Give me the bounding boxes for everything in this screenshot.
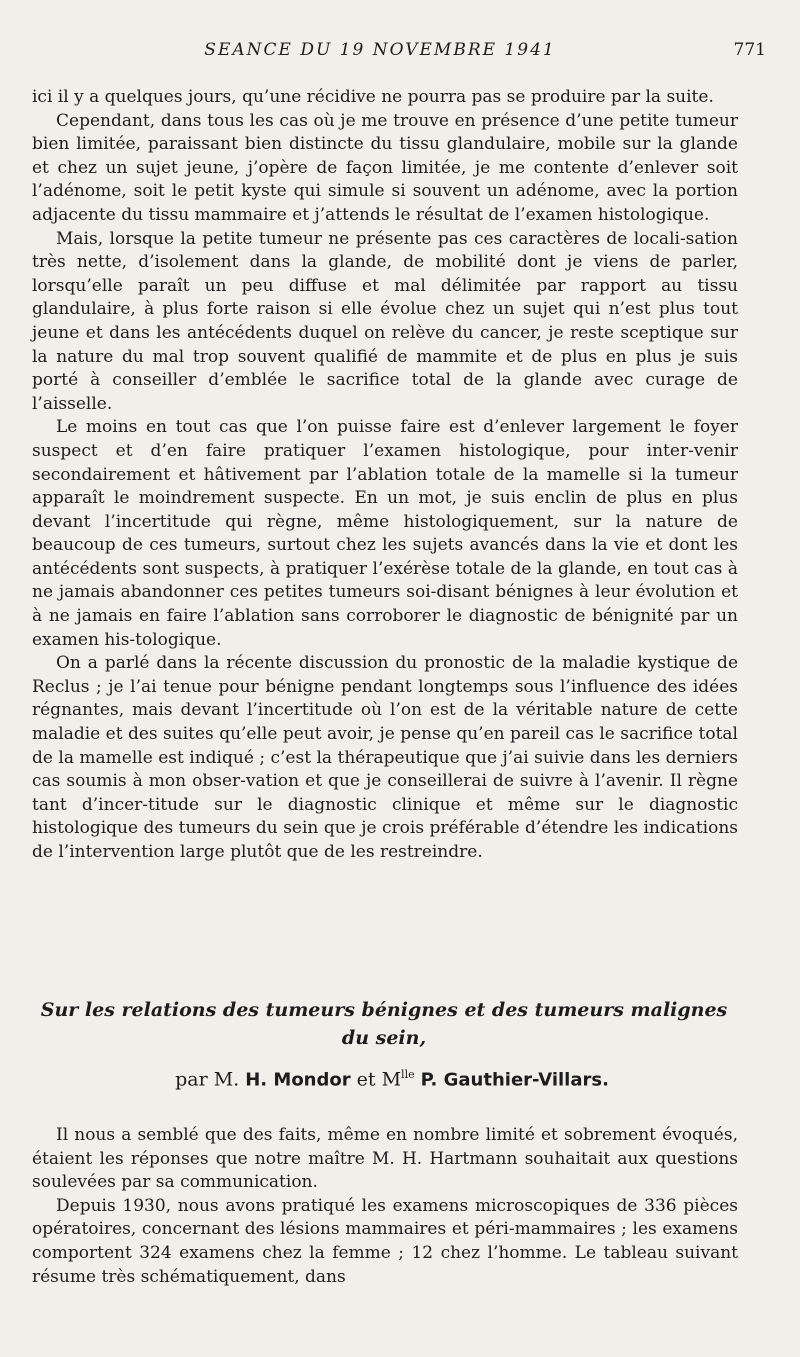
author-name: H. Mondor [245, 1069, 351, 1091]
byline-sup: lle [401, 1068, 415, 1081]
article-body [32, 1124, 738, 1289]
author-name: P. Gauthier-Villars. [420, 1069, 609, 1091]
paragraph: Mais, lorsque la petite tumeur ne présente pas ces caractères de locali-sation très nette, d’isolement dans la glande, de mobilité dont je viens de parler, lorsqu’elle paraît un peu diffuse et mal délimitée par rapport au tissu glandulaire, à plus forte raison si elle évolue chez un sujet qui n’est plus tout jeune et dans les antécédents duquel on relève du cancer, je reste sceptique sur la nature du mal trop souvent qualifié de mammite et de plus en plus je suis porté à conseiller d’emblée le sacrifice total de la glande avec curage de l’aisselle. [32, 228, 738, 414]
article-title-line: du sein, [341, 1027, 427, 1049]
paragraph: Il nous a semblé que des faits, même en nombre limité et sobrement évoqués, étaient les réponses que notre maître M. H. Hartmann souhaitait aux questions soulevées par sa communication. [32, 1125, 738, 1193]
byline [24, 1068, 760, 1090]
article-title [24, 996, 744, 1052]
body-text [32, 86, 738, 865]
running-title: SEANCE DU 19 NOVEMBRE 1941 [204, 40, 556, 60]
page-number: 771 [733, 40, 766, 60]
page-header [0, 40, 800, 68]
paragraph: ici il y a quelques jours, qu’une récidive ne pourra pas se produire par la suite. [32, 87, 714, 107]
paragraph: On a parlé dans la récente discussion du pronostic de la maladie kystique de Reclus ; je l’ai tenue pour bénigne pendant longtemps sous l’influence des idées régnantes, mais devant l’incertitude où l’on est de la véritable nature de cette maladie et des suites qu’elle peut avoir, je pense qu’en pareil cas le sacrifice total de la mamelle est indiqué ; c’est la thérapeutique que j’ai suivie dans les derniers cas soumis à mon obser-vation et que je conseillerai de suivre à l’avenir. Il règne tant d’incer-titude sur le diagnostic clinique et même sur le diagnostic histologique des tumeurs du sein que je crois préférable d’étendre les indications de l’intervention large plutôt que de les restreindre. [32, 653, 738, 862]
paragraph: Depuis 1930, nous avons pratiqué les examens microscopiques de 336 pièces opératoires, concernant des lésions mammaires et péri-mammaires ; les examens comportent 324 examens chez la femme ; 12 chez l’homme. Le tableau suivant résume très schématiquement, dans [32, 1195, 738, 1287]
article-title-line: Sur les relations des tumeurs bénignes et des tumeurs malignes [40, 999, 728, 1021]
paragraph: Le moins en tout cas que l’on puisse faire est d’enlever largement le foyer suspect et d’en faire pratiquer l’examen histologique, pour inter-venir secondairement et hâtivement par l’ablation totale de la mamelle si la tumeur apparaît le moindrement suspecte. En un mot, je suis enclin de plus en plus devant l’incertitude qui règne, même histologiquement, sur la nature de beaucoup de ces tumeurs, surtout chez les sujets avancés dans la vie et dont les antécédents sont suspects, à pratiquer l’exérèse totale de la glande, en tout cas à ne jamais abandonner ces petites tumeurs soi-disant bénignes à leur évolution et à ne jamais en faire l’ablation sans corroborer le diagnostic de bénignité par un examen his-tologique. [32, 417, 738, 650]
byline-and: et M [356, 1068, 402, 1091]
paragraph: Cependant, dans tous les cas où je me trouve en présence d’une petite tumeur bien limitée, paraissant bien distincte du tissu glandulaire, mobile sur la glande et chez un sujet jeune, j’opère de façon limitée, je me contente d’enlever soit l’adénome, soit le petit kyste qui simule si souvent un adénome, avec la portion adjacente du tissu mammaire et j’attends le résultat de l’examen histologique. [32, 110, 738, 225]
byline-prefix: par M. [175, 1068, 240, 1091]
